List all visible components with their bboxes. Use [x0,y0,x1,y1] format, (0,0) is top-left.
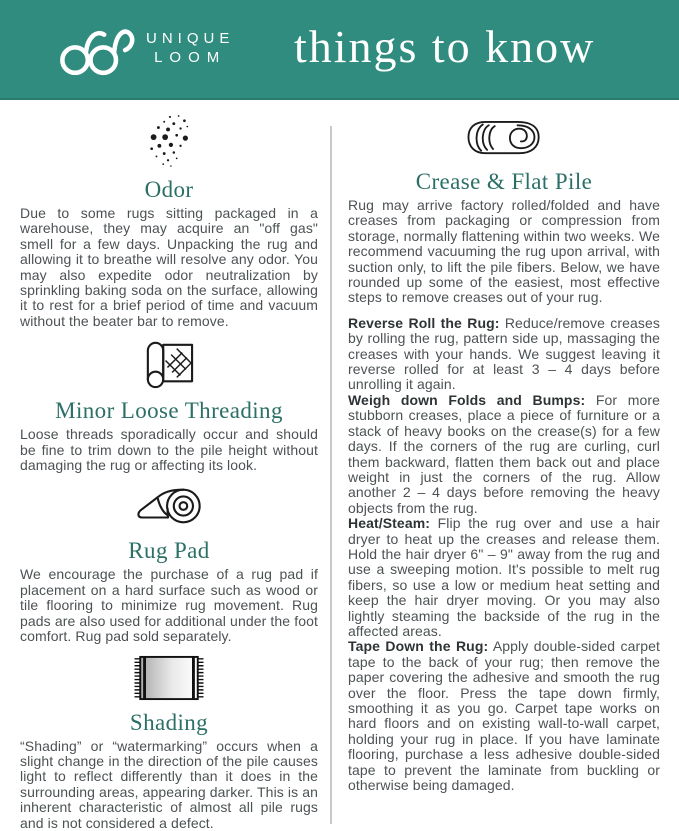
tip-heat-steam [348,516,660,639]
section-body: Due to some rugs sitting packaged in a warehouse, they may acquire an "off gas" smell for a few days. Unpacking the rug and allowing it to breathe will resolve any odor. You may also expedite odor neutralization by sprinkling baking soda on the surface, allowing it to rest for a brief period of time and vacuum without the beater bar to remove. [20,205,318,329]
tip-text: Flip the rug over and use a hair dryer to heat up the creases and release them. Hold the hair dryer 6" – 9" away from the rug and use a sweeping motion. It's possible to melt rug fibers, so use a low or medium heat setting and keep the hair dryer moving. Or you may also lightly steaming the backside of the rug in the affected areas. [348,515,660,639]
rug-pad-roll-icon [20,483,318,534]
section-rug-pad [20,483,318,644]
section-title: Minor Loose Threading [55,398,283,424]
tip-lead: Heat/Steam: [348,515,431,532]
odor-specks-icon [20,114,318,173]
column-divider [330,126,332,824]
section-title: Odor [144,177,194,202]
rolled-rug-spiral-icon [348,116,660,165]
tip-weigh-down [348,393,660,516]
tip-reverse-roll [348,316,660,393]
brand-line-1: UNIQUE [146,30,235,48]
tip-tape-down [348,639,660,793]
tip-text: Reduce/remove creases by rolling the rug, pattern side up, massaging the creases with your hands. We suggest leaving it reverse rolled for at least 3 – 4 days before unrolling it again. [348,314,660,393]
page-title: things to know [293,20,596,72]
section-odor [20,114,318,329]
section-body: Rug may arrive factory rolled/folded and have creases from packaging or compression from storage, normally flattening within two weeks. We recommend vacuuming the rug upon arrival, with suction only, to lift the pile fibers. Below, we have rounded up some of the easiest, most effective steps to remove creases out of your rug. [348,197,660,306]
section-title: Crease & Flat Pile [415,169,593,194]
section-body: We encourage the purchase of a rug pad if placement on a hard surface such as wood or tile flooring to minimize rug movement. Rug pads are also used for additional under the foot comfort. Rug pad sold separately. [20,566,318,645]
tip-lead: Weigh down Folds and Bumps: [348,391,586,408]
tip-lead: Reverse Roll the Rug: [348,314,500,331]
tip-text: For more stubborn creases, place a piece of furniture or a stack of heavy books on the crease(s) for a few days. If the corners of the rug are curling, curl them backward, flatten them back out and place weight in just the corners of the rug. Allow another 2 – 4 days before removing the heavy objects from the rug. [348,391,661,516]
unique-loom-logo-icon [56,24,136,78]
brand-wordmark [146,30,234,68]
section-body: “Shading” or “watermarking” occurs when a slight change in the direction of the pile causes light to reflect differently than it does in the surrounding areas, appearing darker. This is an inherent characteristic of almost all pile rugs and is not considered a defect. [20,737,318,831]
right-column [331,100,679,824]
flat-rug-fringe-icon [20,655,318,706]
rolled-rug-crosshatch-icon [20,339,318,394]
content-area [0,100,679,831]
section-threading [20,339,318,473]
tip-lead: Tape Down the Rug: [348,638,489,655]
left-column [0,100,331,831]
brand-line-2: LOOM [154,49,227,66]
section-body: Loose threads sporadically occur and should be fine to trim down to the pile height without damaging the rug or affecting its look. [20,426,318,474]
tip-text: Apply double-sided carpet tape to the back of your rug; then remove the paper covering the adhesive and smooth the rug over the floor. Press the tape down firmly, smoothing it as you go. Carpet tape works on hard floors and on existing wall-to-wall carpet, holding your rug in place. If you have laminate flooring, purchase a less adhesive double-sided tape to prevent the laminate from buckling or otherwise being damaged. [348,638,660,794]
section-shading [20,655,318,831]
section-crease-flat-pile [348,116,660,306]
header-banner [0,0,679,100]
section-title: Shading [129,709,209,735]
section-title: Rug Pad [128,538,210,564]
